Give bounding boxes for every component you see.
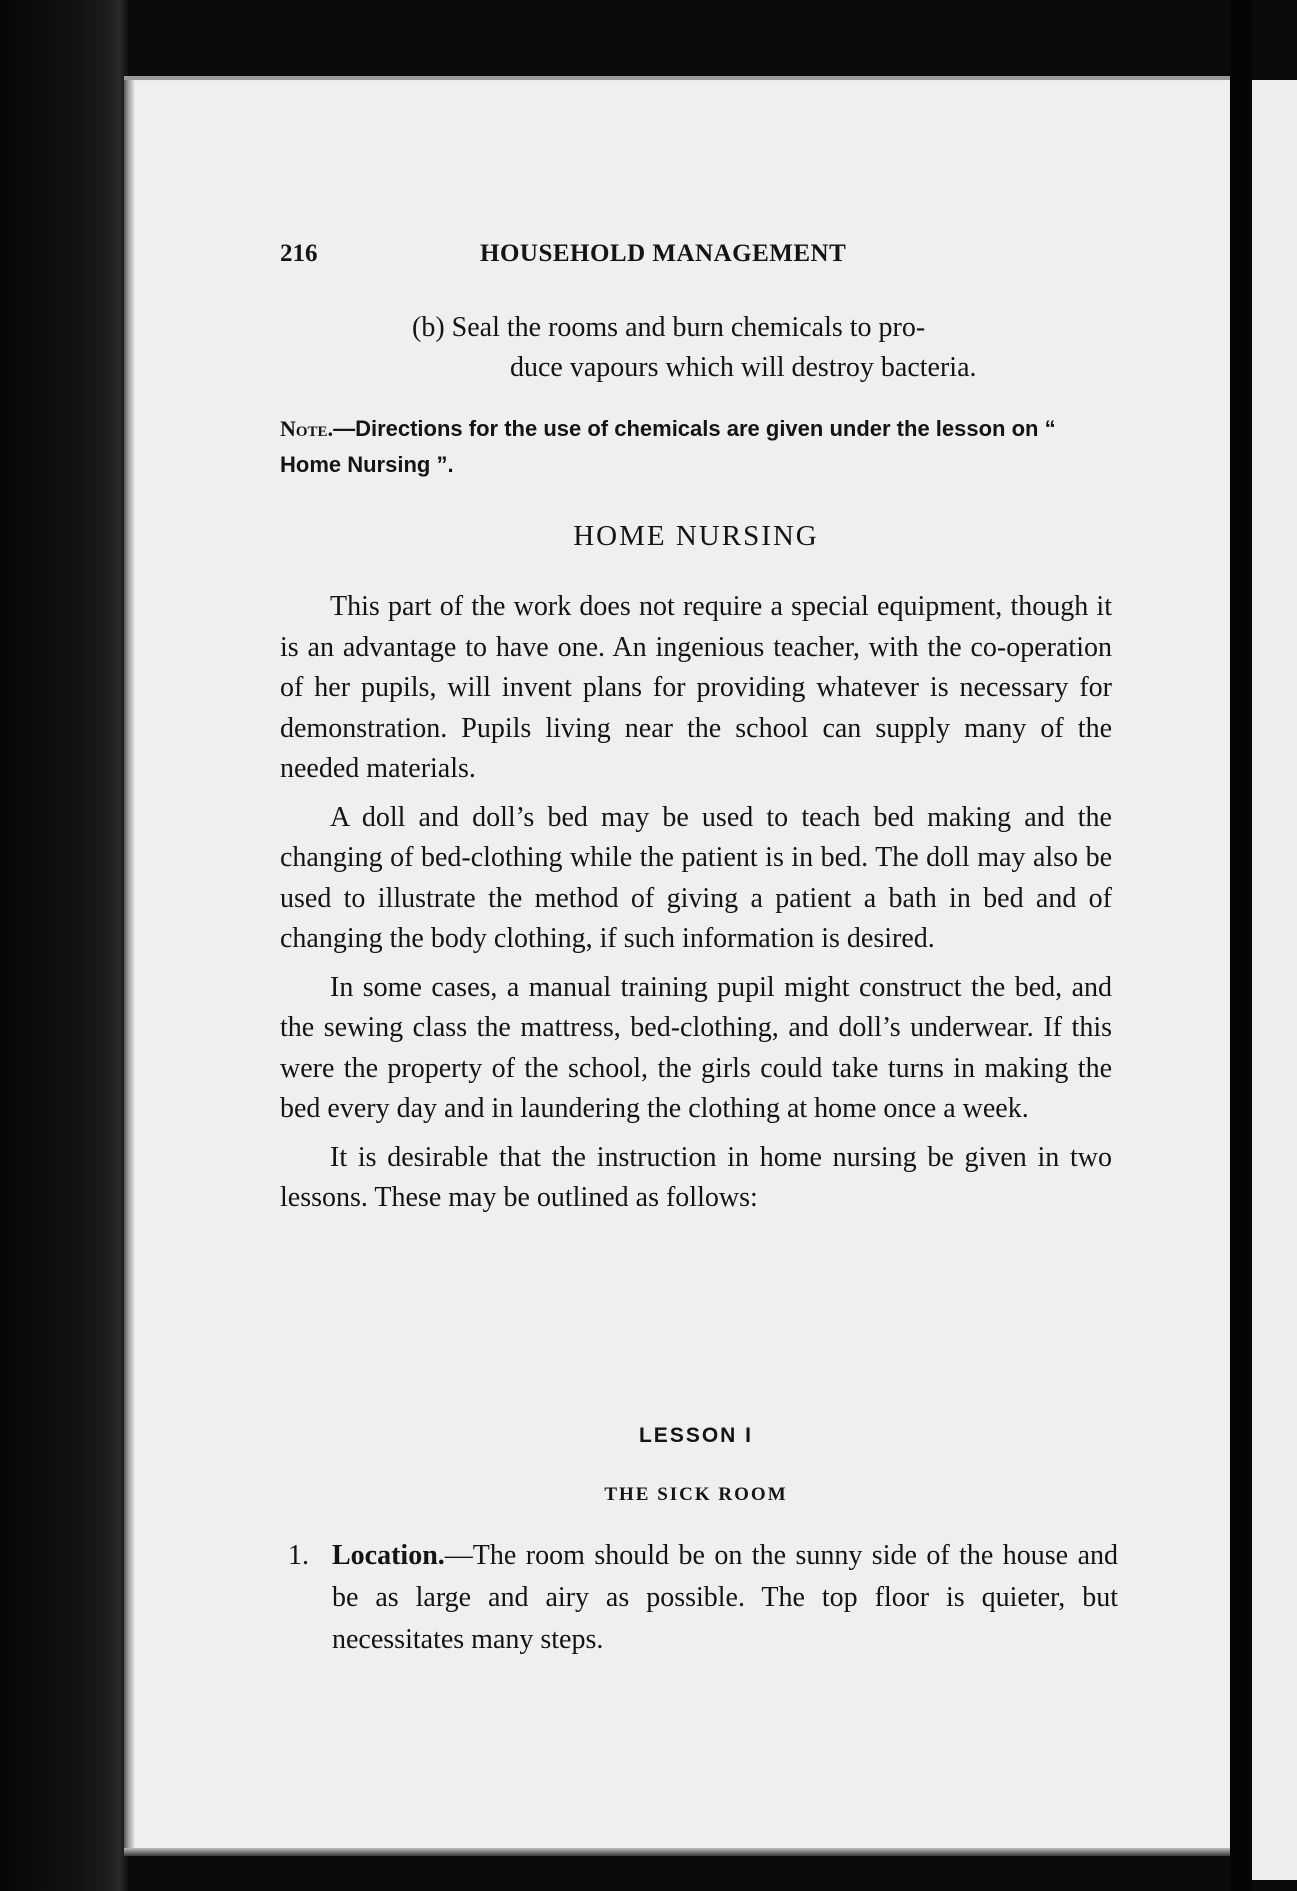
lesson-subheading: THE SICK ROOM — [604, 1484, 788, 1505]
running-title: HOUSEHOLD MANAGEMENT — [480, 240, 847, 267]
note-label: Note. — [280, 416, 334, 441]
item-b-marker: (b) — [412, 312, 445, 343]
page-binding-edge — [124, 76, 134, 1856]
page-bottom-edge — [124, 1848, 1230, 1856]
page-number: 216 — [280, 240, 318, 267]
list-item-term: Location. — [332, 1540, 445, 1571]
list-item — [288, 1535, 1118, 1661]
running-head — [280, 240, 1112, 272]
paragraph: It is desirable that the instruction in home nursing be given in two lessons. These may be outlined as follows: — [280, 1141, 1112, 1213]
paragraph: A doll and doll’s bed may be used to teach bed making and the changing of bed-clothing while the patient is in bed. The doll may also be used to illustrate the method of giving a patient a bath in bed and of changing the body clothing, if such information is desired. — [280, 801, 1112, 954]
page-top-edge — [124, 76, 1230, 80]
item-b — [412, 308, 1112, 388]
item-b-line2: duce vapours which will destroy bacteria. — [510, 352, 977, 383]
list-item-body — [288, 1535, 1118, 1661]
section-heading: HOME NURSING — [573, 520, 819, 552]
item-b-line1: Seal the rooms and burn chemicals to pro- — [451, 312, 926, 343]
note — [280, 411, 1112, 483]
list-item-number: 1. — [288, 1540, 309, 1571]
list-item-text: —The room should be on the sunny side of the house and be as large and airy as possible. The top floor is quieter, but necessitates many steps. — [332, 1540, 1118, 1655]
paragraph: In some cases, a manual training pupil might construct the bed, and the sewing class the mattress, bed-clothing, and doll’s underwear. If this were the property of the school, the girls could take turns in making the bed every day and in laundering the clothing at home once a week. — [280, 971, 1112, 1124]
lesson-heading: LESSON I — [638, 1424, 754, 1447]
facing-page-edge — [1252, 80, 1297, 1880]
scan-left-edge — [0, 0, 128, 1891]
paragraph: This part of the work does not require a special equipment, though it is an advantage to have one. An ingenious teacher, with the co-operation of her pupils, will invent plans for providing whatever is necessary for demonstration. Pupils living near the school can supply many of the needed materials. — [280, 591, 1112, 784]
body-text — [280, 587, 1112, 1227]
note-text: —Directions for the use of chemicals are given under the lesson on “ Home Nursing ”. — [280, 416, 1056, 477]
scan-right-gutter — [1230, 0, 1252, 1891]
